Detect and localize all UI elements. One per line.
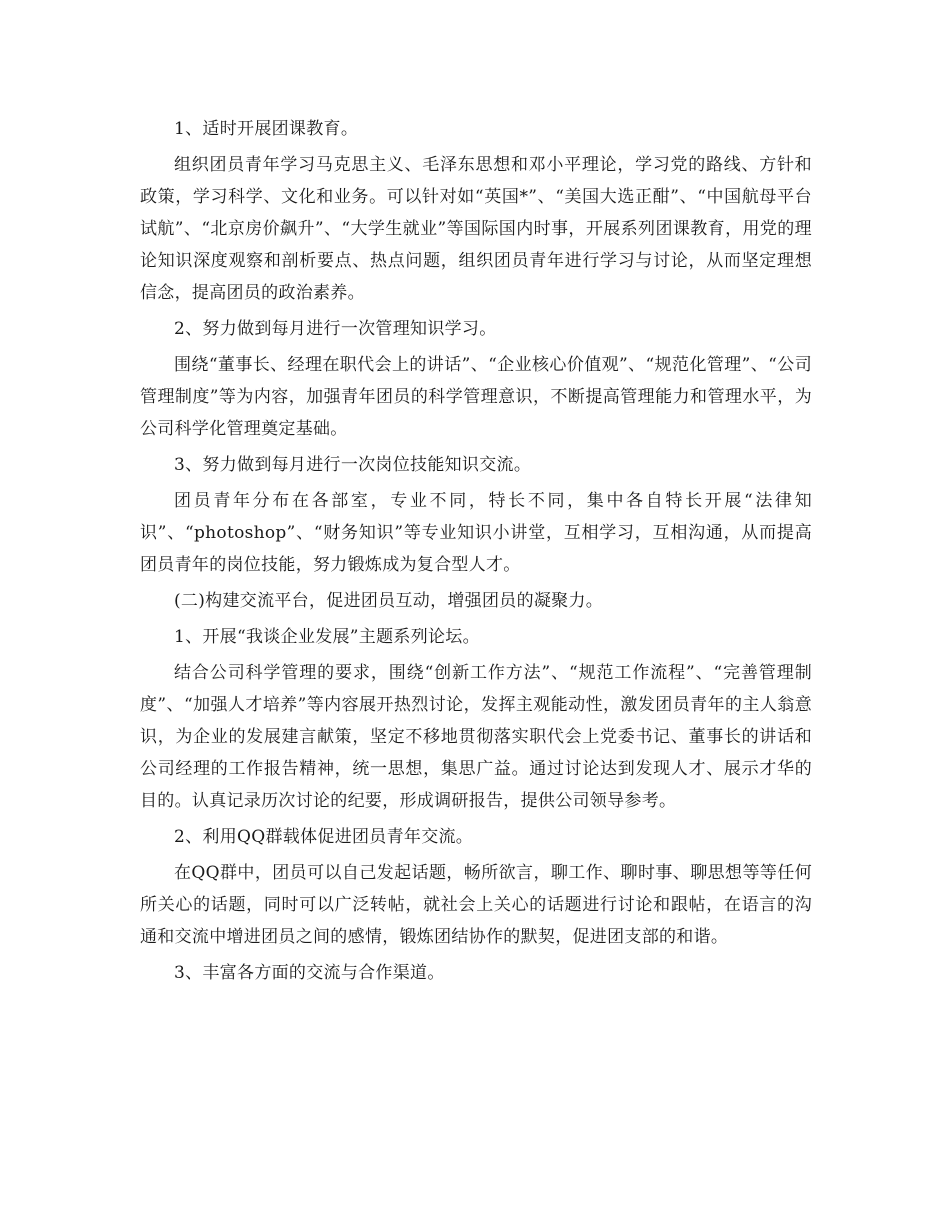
heading-3-cooperation-channels: 3、丰富各方面的交流与合作渠道。 (174, 963, 445, 983)
paragraph-management-study: 围绕“董事长、经理在职代会上的讲话”、“企业核心价值观”、“规范化管理”、“公司管理制度”等为内容，加强青年团员的科学管理意识，不断提高管理能力和管理水平，为公司科学化管理奠定基础。 (140, 355, 812, 439)
paragraph-qq-group: 在QQ群中，团员可以自己发起话题，畅所欲言，聊工作、聊时事、聊思想等等任何所关心的话题，同时可以广泛转帖，就社会上关心的话题进行讨论和跟帖，在语言的沟通和交流中增进团员之间的感情，锻炼团结协作的默契，促进团支部的和谐。 (140, 863, 812, 947)
heading-2-qq-group: 2、利用QQ群载体促进团员青年交流。 (174, 827, 474, 847)
paragraph-forum: 结合公司科学管理的要求，围绕“创新工作方法”、“规范工作流程”、“完善管理制度”、“加强人才培养”等内容展开热烈讨论，发挥主观能动性，激发团员青年的主人翁意识，为企业的发展建言献策，坚定不移地贯彻落实职代会上党委书记、董事长的讲话和公司经理的工作报告精神，统一思想，集思广益。通过讨论达到发现人才、展示才华的目的。认真记录历次讨论的纪要，形成调研报告，提供公司领导参考。 (140, 663, 812, 811)
document-body (140, 113, 812, 993)
heading-3-skill-exchange: 3、努力做到每月进行一次岗位技能知识交流。 (174, 455, 532, 475)
paragraph-skill-exchange: 团员青年分布在各部室，专业不同，特长不同，集中各自特长开展“法律知识”、“photoshop”、“财务知识”等专业知识小讲堂，互相学习，互相沟通，从而提高团员青年的岗位技能，努力锻炼成为复合型人才。 (140, 491, 812, 575)
heading-1-group-lessons: 1、适时开展团课教育。 (174, 119, 359, 139)
section-heading-exchange-platform: (二)构建交流平台，促进团员互动，增强团员的凝聚力。 (174, 591, 604, 611)
paragraph-group-lessons: 组织团员青年学习马克思主义、毛泽东思想和邓小平理论，学习党的路线、方针和政策，学习科学、文化和业务。可以针对如“英国*”、“美国大选正酣”、“中国航母平台试航”、“北京房价飙升”、“大学生就业”等国际国内时事，开展系列团课教育，用党的理论知识深度观察和剖析要点、热点问题，组织团员青年进行学习与讨论，从而坚定理想信念，提高团员的政治素养。 (140, 155, 812, 303)
heading-1-forum: 1、开展“我谈企业发展”主题系列论坛。 (174, 627, 480, 647)
heading-2-management-study: 2、努力做到每月进行一次管理知识学习。 (174, 319, 497, 339)
